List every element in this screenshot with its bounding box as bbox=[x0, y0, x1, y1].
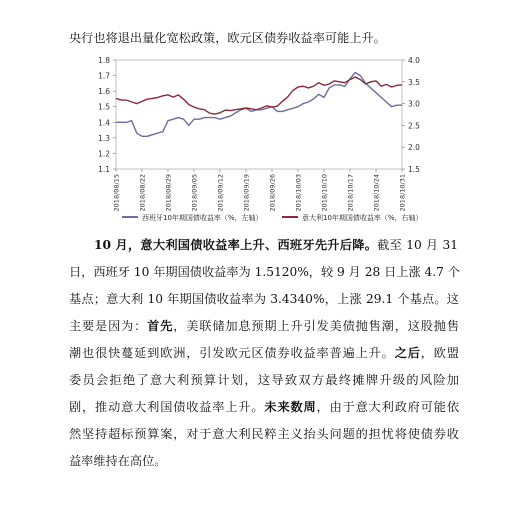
x-axis-tick-label: 2018/10/17 bbox=[346, 174, 355, 212]
x-axis-tick-label: 2018/09/26 bbox=[268, 174, 277, 212]
x-axis-tick-label: 2018/10/31 bbox=[398, 174, 407, 212]
intro-sentence: 央行也将退出量化宽松政策，欧元区债券收益率可能上升。 bbox=[69, 31, 386, 45]
text-run: ，由于意大利政府可能依 bbox=[316, 400, 460, 414]
text-run: 剧，推动意大利国债收益率上升。 bbox=[69, 400, 265, 414]
right-axis-tick-label: 4.0 bbox=[408, 56, 420, 65]
left-axis-tick-label: 1.7 bbox=[98, 71, 110, 81]
left-axis-tick-label: 1.8 bbox=[98, 56, 110, 65]
right-axis-tick-label: 3.5 bbox=[408, 77, 420, 87]
text-run: 截至 10 月 31 bbox=[377, 238, 458, 252]
text-run: 委员会拒绝了意大利预算计划，这导致双方最终摊牌升级的风险加 bbox=[69, 373, 459, 387]
text-run: 基点；意大利 10 年期国债收益率为 3.4340%，上涨 29.1 个基点。这 bbox=[69, 292, 459, 306]
paragraph-line bbox=[94, 237, 458, 253]
left-axis-tick-label: 1.3 bbox=[98, 133, 110, 143]
text-run: ，欧盟 bbox=[420, 346, 460, 360]
text-run: 主要是因为： bbox=[69, 319, 148, 333]
italy-yield-line bbox=[116, 77, 402, 114]
bond-yield-chart bbox=[82, 52, 436, 228]
x-axis-tick-label: 2018/10/03 bbox=[294, 174, 303, 212]
text-run: 益率维持在高位。 bbox=[69, 454, 167, 468]
left-axis-tick-label: 1.5 bbox=[98, 102, 110, 112]
legend-label: 意大利10年期国债收益率（%，右轴） bbox=[302, 214, 423, 222]
left-axis-tick-label: 1.1 bbox=[98, 165, 110, 174]
paragraph-line bbox=[69, 453, 459, 469]
plot-frame bbox=[116, 60, 402, 169]
paragraph-line bbox=[69, 291, 459, 307]
x-axis-tick-label: 2018/09/12 bbox=[216, 174, 225, 212]
x-axis-tick-label: 2018/10/10 bbox=[320, 174, 329, 212]
paragraph-line bbox=[69, 399, 459, 415]
text-run: 然坚持超标预算案，对于意大利民粹主义抬头问题的担忧将使债券收 bbox=[69, 427, 459, 441]
left-axis-tick-label: 1.4 bbox=[98, 118, 110, 128]
bold-text: 10 月，意大利国债收益率上升、西班牙先升后降。 bbox=[94, 238, 378, 252]
x-axis-tick-label: 2018/09/05 bbox=[190, 174, 199, 212]
bold-text: 之后 bbox=[394, 346, 421, 360]
bold-text: 首先 bbox=[147, 319, 174, 333]
spain-yield-line bbox=[116, 73, 402, 137]
text-run: 日，西班牙 10 年期国债收益率为 1.5120%，较 9 月 28 日上涨 4.7 个 bbox=[69, 265, 460, 279]
x-axis-tick-label: 2018/09/19 bbox=[242, 174, 251, 212]
left-axis-tick-label: 1.2 bbox=[98, 149, 110, 159]
right-axis-tick-label: 3.0 bbox=[408, 99, 420, 109]
bold-text: 未来数周 bbox=[264, 400, 317, 414]
x-axis-tick-label: 2018/08/29 bbox=[164, 174, 173, 212]
paragraph-line bbox=[69, 372, 459, 388]
left-axis-tick-label: 1.6 bbox=[98, 87, 110, 97]
x-axis-tick-label: 2018/08/22 bbox=[138, 174, 147, 212]
paragraph-line bbox=[69, 345, 459, 361]
paragraph-line bbox=[69, 426, 459, 442]
x-axis-tick-label: 2018/10/24 bbox=[372, 174, 381, 212]
right-axis-tick-label: 2.5 bbox=[408, 121, 420, 131]
right-axis-tick-label: 1.5 bbox=[408, 165, 420, 174]
paragraph-line bbox=[69, 264, 459, 280]
right-axis-tick-label: 2.0 bbox=[408, 143, 420, 153]
x-axis-tick-label: 2018/08/15 bbox=[112, 174, 121, 212]
text-run: 潮也很快蔓延到欧洲，引发欧元区债券收益率普遍上升。 bbox=[69, 346, 395, 360]
legend-label: 西班牙10年期国债收益率（%，左轴） bbox=[142, 214, 263, 222]
paragraph-line bbox=[69, 318, 459, 334]
text-run: ，美联储加息预期上升引发美债抛售潮，这股抛售 bbox=[173, 319, 460, 333]
